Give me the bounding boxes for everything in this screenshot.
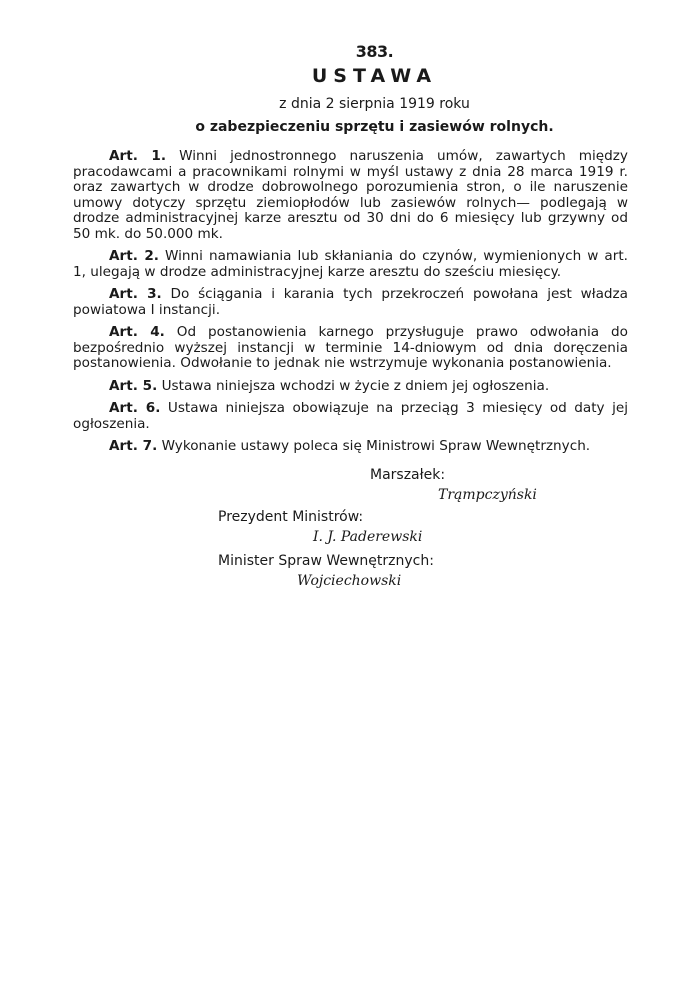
pm-signature: I. J. Paderewski bbox=[313, 528, 423, 545]
signatures-block bbox=[73, 467, 628, 607]
document-subject: o zabezpieczeniu sprzętu i zasiewów rolnych. bbox=[195, 119, 554, 135]
article-4 bbox=[73, 325, 628, 372]
document-page bbox=[73, 42, 628, 607]
article-label: Art. 2. bbox=[109, 248, 159, 264]
article-text: Winni jednostronnego naruszenia umów, zawartych między pracodawcami a pracownikami rolnymi w myśl ustawy z dnia 28 marca 1919 r. oraz zawartych w drodze dobrowolnego porozumienia stron, o ile naruszenie umowy dotyczy sprzętu ziemiopłodów lub zasiewów rolnych— podlegają w drodze administracyjnej karze aresztu od 30 dni do 6 miesięcy lub grzywny od 50 mk. do 50.000 mk. bbox=[73, 148, 628, 242]
article-text: Winni namawiania lub skłaniania do czynów, wymienionych w art. 1, ulegają w drodze administracyjnej karze aresztu do sześciu miesięcy. bbox=[73, 248, 628, 280]
article-label: Art. 4. bbox=[109, 324, 165, 340]
article-label: Art. 3. bbox=[109, 286, 162, 302]
article-text: Ustawa niniejsza obowiązuje na przeciąg 3 miesięcy od daty jej ogłoszenia. bbox=[73, 400, 628, 432]
article-6 bbox=[73, 401, 628, 432]
article-text: Wykonanie ustawy poleca się Ministrowi Spraw Wewnętrznych. bbox=[161, 438, 591, 454]
document-date: z dnia 2 sierpnia 1919 roku bbox=[279, 96, 470, 112]
article-7 bbox=[73, 439, 628, 455]
article-label: Art. 1. bbox=[109, 148, 167, 164]
document-title: USTAWA bbox=[311, 65, 438, 87]
pm-role: Prezydent Ministrów: bbox=[218, 508, 364, 525]
article-text: Ustawa niniejsza wchodzi w życie z dniem jej ogłoszenia. bbox=[161, 377, 550, 394]
marshal-role: Marszałek: bbox=[370, 466, 446, 483]
article-label: Art. 6. bbox=[109, 400, 161, 416]
interior-minister-signature: Wojciechowski bbox=[297, 572, 402, 589]
article-1 bbox=[73, 149, 628, 242]
article-text: Do ściągania i karania tych przekroczeń powołana jest władza powiatowa I instancji. bbox=[73, 286, 628, 318]
article-2 bbox=[73, 249, 628, 280]
marshal-signature: Trąmpczyński bbox=[438, 486, 537, 503]
article-text: Od postanowienia karnego przysługuje prawo odwołania do bezpośrednio wyższej instancji w terminie 14-dniowym od dnia doręczenia postanowienia. Odwołanie to jednak nie wstrzymuje wykonania postanowienia. bbox=[73, 324, 628, 371]
law-number: 383. bbox=[355, 42, 394, 61]
article-label: Art. 7. bbox=[109, 438, 158, 454]
interior-minister-role: Minister Spraw Wewnętrznych: bbox=[218, 552, 434, 569]
article-5 bbox=[73, 379, 628, 395]
articles-list bbox=[73, 149, 628, 455]
article-3 bbox=[73, 287, 628, 318]
article-label: Art. 5. bbox=[109, 377, 158, 394]
